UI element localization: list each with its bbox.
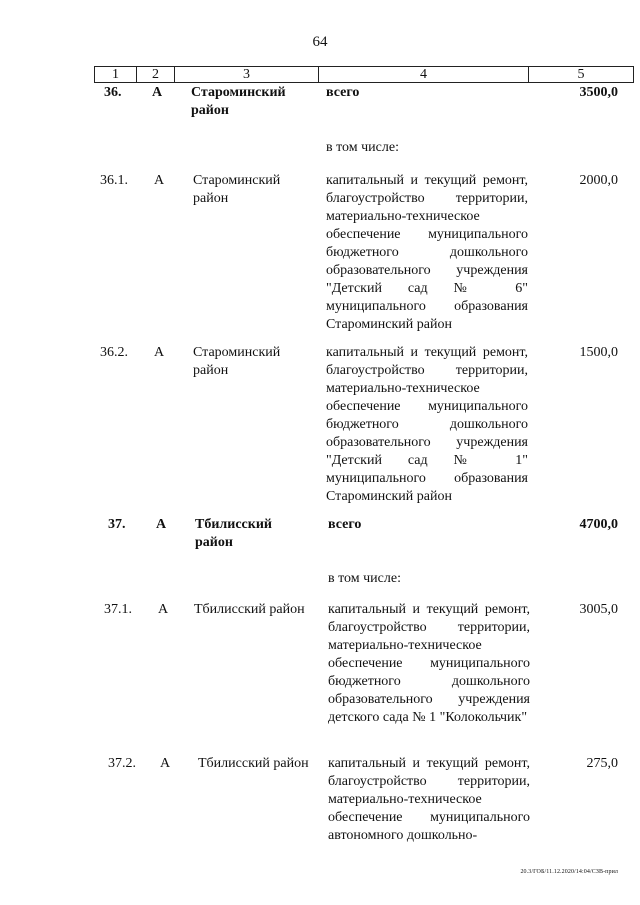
row-36-1-description: капитальный и текущий ремонт, благоустройство территории, материально-техническое обеспечение муниципального бюджетного дошкольного образовательного учреждения "Детский сад № 6" муниципального образования Староминский район bbox=[326, 173, 528, 332]
row-37-1-description: капитальный и текущий ремонт, благоустройство территории, материально-техническое обеспечение муниципального бюджетного дошкольного образовательного учреждения детского сада № 1 "Колокольчик" bbox=[328, 602, 530, 725]
row-36-2-number: 36.2. bbox=[100, 345, 128, 360]
row-36-2-description: капитальный и текущий ремонт, благоустройство территории, материально-техническое обеспечение муниципального бюджетного дошкольного образовательного учреждения "Детский сад № 1" муниципального образования Староминский район bbox=[326, 345, 528, 504]
row-37-amount: 4700,0 bbox=[579, 517, 618, 532]
row-36-amount: 3500,0 bbox=[579, 85, 618, 100]
row-37-subheading: в том числе: bbox=[328, 571, 401, 586]
row-37-number: 37. bbox=[108, 517, 126, 532]
row-37-description: всего bbox=[328, 517, 362, 532]
table-header bbox=[94, 66, 634, 83]
header-col-4: 4 bbox=[319, 67, 529, 82]
row-36-1-amount: 2000,0 bbox=[579, 173, 618, 188]
row-37-2-district: Тбилисский район bbox=[198, 756, 309, 771]
row-36-2-district: Староминский район bbox=[193, 345, 281, 378]
row-36-subheading: в том числе: bbox=[326, 140, 399, 155]
row-37-2-amount: 275,0 bbox=[586, 756, 618, 771]
row-36-number: 36. bbox=[104, 85, 122, 100]
row-37-district: Тбилисский район bbox=[195, 517, 272, 550]
row-36-district: Староминский район bbox=[191, 85, 286, 118]
row-37-1-district: Тбилисский район bbox=[194, 602, 305, 617]
header-col-2: 2 bbox=[137, 67, 175, 82]
row-37-1-amount: 3005,0 bbox=[579, 602, 618, 617]
header-col-3: 3 bbox=[175, 67, 319, 82]
row-37-1-number: 37.1. bbox=[104, 602, 132, 617]
row-36-2-amount: 1500,0 bbox=[579, 345, 618, 360]
header-col-1: 1 bbox=[95, 67, 137, 82]
header-col-5: 5 bbox=[577, 67, 585, 82]
row-36-2-category: А bbox=[154, 345, 165, 360]
row-36-1-category: А bbox=[154, 173, 165, 188]
row-36-description: всего bbox=[326, 85, 360, 100]
row-37-2-number: 37.2. bbox=[108, 756, 136, 771]
row-36-1-district: Староминский район bbox=[193, 173, 281, 206]
row-37-2-category: А bbox=[160, 756, 171, 771]
row-37-1-category: А bbox=[158, 602, 169, 617]
page-number: 64 bbox=[312, 34, 328, 50]
row-37-2-description: капитальный и текущий ремонт, благоустройство территории, материально-техническое обеспечение муниципального автономного дошкольно- bbox=[328, 756, 530, 843]
row-36-1-number: 36.1. bbox=[100, 173, 128, 188]
row-37-category: А bbox=[156, 517, 167, 532]
document-footer-code: 20.3/ГОБ/11.12.2020/14:04/СЗВ-прил bbox=[520, 869, 618, 875]
row-36-category: А bbox=[152, 85, 163, 100]
